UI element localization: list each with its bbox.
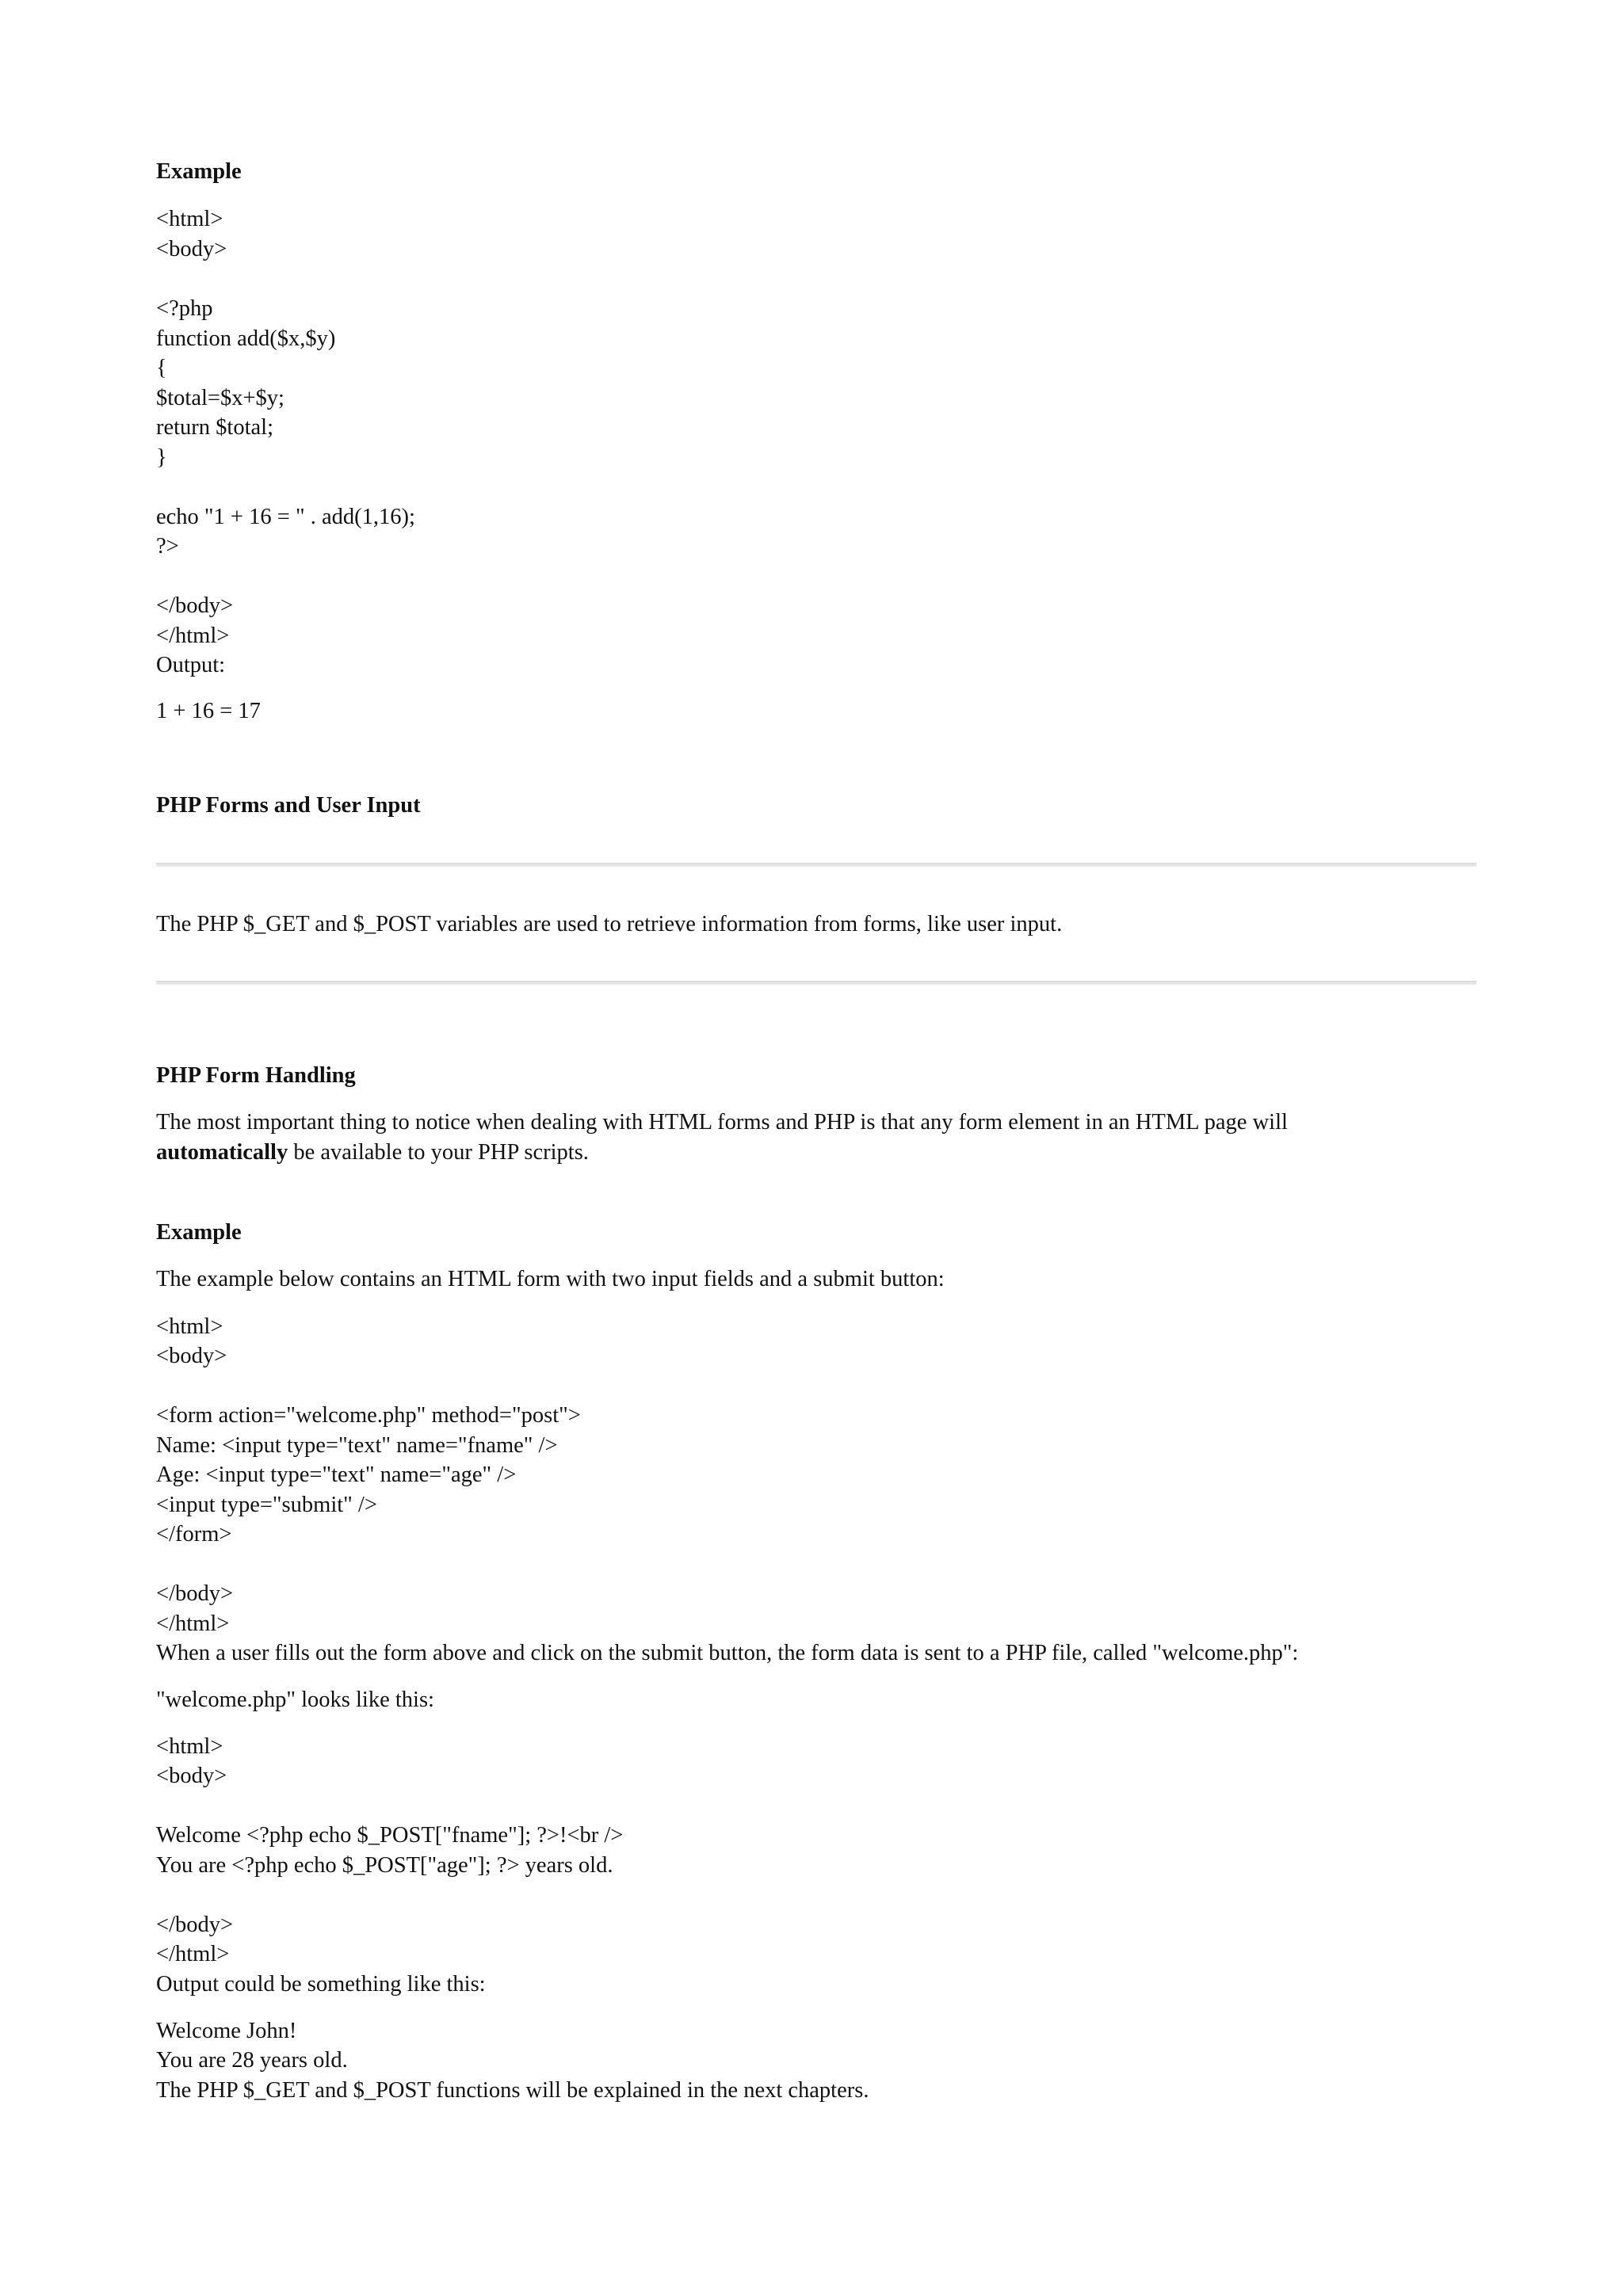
handling-paragraph-line-1: The most important thing to notice when dealing with HTML forms and PHP is that any form element in an HTML page will [156, 1110, 1288, 1135]
handling-paragraph-rest: be available to your PHP scripts. [288, 1140, 589, 1165]
code-line: <?php [156, 296, 213, 321]
handling-paragraph-line-2 [156, 1138, 589, 1168]
section-title-form-handling: PHP Form Handling [156, 1063, 356, 1088]
code-line: <body> [156, 237, 227, 261]
code-line: <body> [156, 1344, 227, 1368]
code-line: </html> [156, 1942, 230, 1966]
example-heading-1: Example [156, 159, 242, 184]
code-line: { [156, 356, 167, 380]
output-intro: Output could be something like this: [156, 1972, 486, 1997]
code-line: Name: <input type="text" name="fname" /> [156, 1433, 558, 1458]
code-line: } [156, 445, 167, 470]
code-line: <input type="submit" /> [156, 1493, 377, 1517]
emphasis-automatically: automatically [156, 1140, 288, 1165]
code-line: return $total; [156, 415, 273, 440]
example-description: The example below contains an HTML form with two input fields and a submit button: [156, 1267, 945, 1291]
code-line: </body> [156, 593, 234, 618]
output-line: Welcome John! [156, 2019, 297, 2043]
code-line: </form> [156, 1522, 232, 1547]
code-line: ?> [156, 534, 179, 559]
example-heading-2: Example [156, 1220, 242, 1245]
output-value: 1 + 16 = 17 [156, 699, 261, 723]
output-label: Output: [156, 653, 226, 677]
welcome-label: "welcome.php" looks like this: [156, 1688, 434, 1712]
code-line: <html> [156, 1314, 223, 1339]
code-line: function add($x,$y) [156, 326, 336, 351]
code-line: </html> [156, 1611, 230, 1636]
code-line: Age: <input type="text" name="age" /> [156, 1463, 517, 1487]
section-title-forms: PHP Forms and User Input [156, 793, 421, 818]
forms-intro: The PHP $_GET and $_POST variables are used to retrieve information from forms, like user input. [156, 912, 1063, 936]
code-line: </body> [156, 1581, 234, 1606]
horizontal-rule-bottom [156, 981, 1476, 985]
code-line: </body> [156, 1913, 234, 1937]
code-line: You are <?php echo $_POST["age"]; ?> years old. [156, 1853, 613, 1878]
code-line: $total=$x+$y; [156, 386, 285, 410]
code-line: <body> [156, 1764, 227, 1788]
horizontal-rule-top [156, 863, 1476, 867]
output-line: You are 28 years old. [156, 2048, 348, 2073]
closing-text: The PHP $_GET and $_POST functions will be explained in the next chapters. [156, 2078, 869, 2103]
code-line: <form action="welcome.php" method="post"> [156, 1403, 581, 1428]
code-line: echo "1 + 16 = " . add(1,16); [156, 505, 415, 529]
code-line: <html> [156, 1734, 223, 1759]
code-line: </html> [156, 624, 230, 648]
code-line: Welcome <?php echo $_POST["fname"]; ?>!<br /> [156, 1823, 624, 1848]
code-line: <html> [156, 207, 223, 231]
after-form-text: When a user fills out the form above and click on the submit button, the form data is sent to a PHP file, called "welcome.php": [156, 1641, 1299, 1665]
